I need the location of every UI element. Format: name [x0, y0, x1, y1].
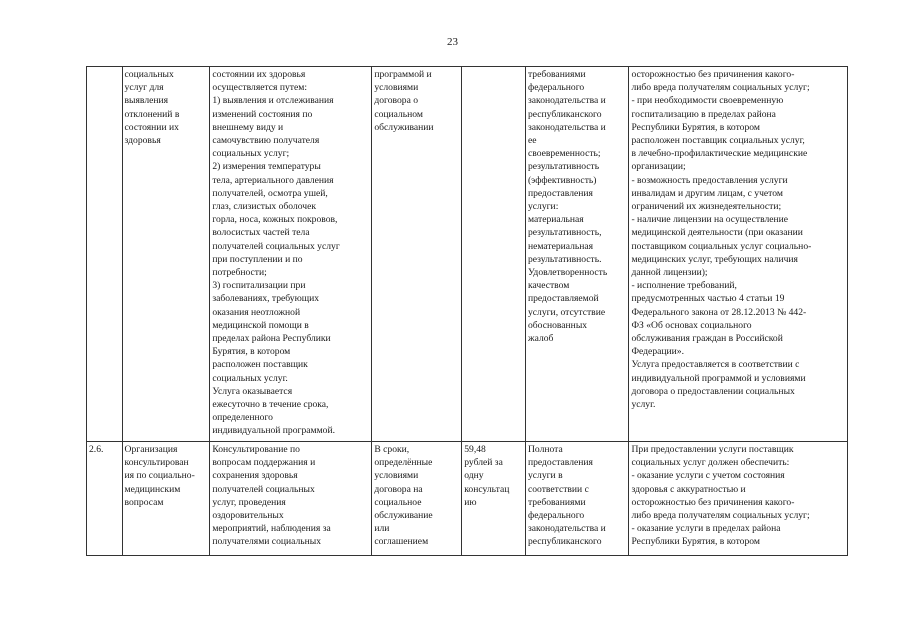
services-table	[86, 66, 848, 556]
cell-term: программой и условиями договора о социальном обслуживании	[372, 67, 462, 442]
cell-service-description: состоянии их здоровья осуществляется путем: 1) выявления и отслеживания изменений состояния по внешнему виду и самочувствию получателя социальных услуг; 2) измерения температуры тела, артериального давления получателей, осмотра ушей, глаз, слизистых оболочек горла, носа, кожных покровов, волосистых частей тела получателей социальных услуг при поступлении и по потребности; 3) госпитализации при заболеваниях, требующих оказания неотложной медицинской помощи в пределах района Республики Бурятия, в котором расположен поставщик социальных услуг. Услуга оказывается ежесуточно в течение срока, определенного индивидуальной программой.	[210, 67, 372, 442]
cell-number	[87, 67, 123, 442]
cell-conditions: осторожностью без причинения какого- либо вреда получателям социальных услуг; - при необходимости своевременную госпитализацию в пределах района Республики Бурятия, в котором расположен поставщик социальных услуг, в лечебно-профилактические медицинские организации; - возможность предоставления услуги инвалидам и другим лицам, с учетом ограничений их жизнедеятельности; - наличие лицензии на осуществление медицинской деятельности (при оказании поставщиком социальных услуг социально- медицинских услуг, требующих наличия данной лицензии); - исполнение требований, предусмотренных частью 4 статьи 19 Федерального закона от 28.12.2013 № 442- ФЗ «Об основах социального обслуживания граждан в Российской Федерации». Услуга предоставляется в соответствии с индивидуальной программой и условиями договора о предоставлении социальных услуг.	[629, 67, 848, 442]
cell-term: В сроки, определённые условиями договора на социальное обслуживание или соглашением	[372, 442, 462, 556]
cell-quality: Полнота предоставления услуги в соответствии с требованиями федерального законодательства и республиканского	[525, 442, 628, 556]
page-number: 23	[447, 36, 458, 48]
cell-service-description: Консультирование по вопросам поддержания и сохранения здоровья получателей социальных услуг, проведения оздоровительных мероприятий, наблюдения за получателями социальных	[210, 442, 372, 556]
cell-number: 2.6.	[87, 442, 123, 556]
cell-service-name: Организация консультирован ия по социально- медицинским вопросам	[122, 442, 210, 556]
cell-service-name: социальных услуг для выявления отклонений в состоянии их здоровья	[122, 67, 210, 442]
table-row	[87, 442, 848, 556]
cell-price: 59,48 рублей за одну консультац ию	[462, 442, 526, 556]
cell-price	[462, 67, 526, 442]
cell-quality: требованиями федерального законодательства и республиканского законодательства и ее своевременность; результативность (эффективность) предоставления услуги: материальная результативность, нематериальная результативность. Удовлетворенность качеством предоставляемой услуги, отсутствие обоснованных жалоб	[525, 67, 628, 442]
cell-conditions: При предоставлении услуги поставщик социальных услуг должен обеспечить: - оказание услуги с учетом состояния здоровья с аккуратностью и осторожностью без причинения какого- либо вреда получателям социальных услуг; - оказание услуги в пределах района Республики Бурятия, в котором	[629, 442, 848, 556]
table-row	[87, 67, 848, 442]
